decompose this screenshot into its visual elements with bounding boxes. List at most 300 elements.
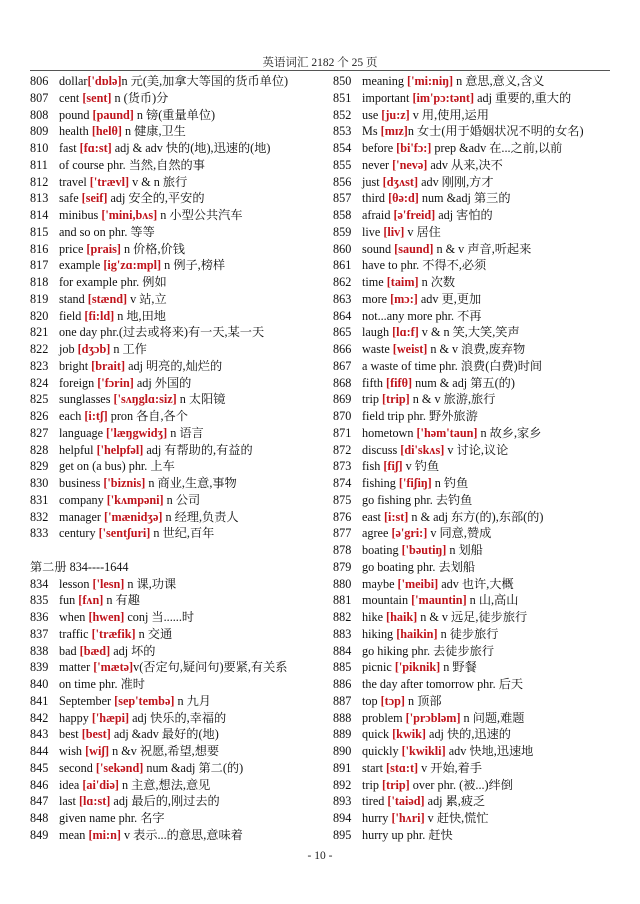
vocab-entry	[30, 810, 330, 827]
entry-definition: v 开始,着手	[418, 760, 483, 775]
entry-phonetic: ['trævl]	[89, 174, 130, 189]
entry-definition: v 钓鱼	[402, 459, 440, 474]
entry-word: on time	[59, 677, 96, 691]
entry-definition: n 有趣	[103, 593, 140, 608]
entry-definition: n 课,功课	[124, 576, 177, 591]
entry-definition: num & adj 第五(的)	[412, 375, 515, 390]
entry-number: 818	[30, 275, 49, 289]
entry-number: 829	[30, 459, 49, 474]
entry-word: and so on	[59, 224, 106, 239]
entry-phonetic: ['sekənd]	[95, 760, 144, 775]
entry-word: business	[59, 476, 104, 490]
entry-number: 865	[333, 325, 352, 340]
entry-phonetic: [di'skʌs]	[400, 442, 445, 457]
vocab-entry	[333, 592, 633, 609]
entry-phonetic: [hwen]	[88, 610, 125, 624]
blank-line	[30, 542, 330, 559]
entry-phonetic: [fi:ld]	[84, 308, 115, 323]
entry-word: stand	[59, 291, 88, 306]
entry-number: 888	[333, 710, 352, 725]
entry-number: 831	[30, 492, 49, 507]
entry-definition: adj & adv 快的(地),迅速的(地)	[111, 141, 271, 155]
entry-phonetic: ['piknik]	[394, 660, 441, 675]
entry-phonetic: ['sentʃuri]	[98, 526, 151, 541]
vocab-entry	[30, 609, 330, 626]
entry-definition: phr. 例如	[117, 275, 167, 289]
entry-definition: v 用,使用,运用	[409, 107, 489, 122]
entry-word: pound	[59, 107, 93, 122]
entry-number: 870	[333, 409, 352, 423]
vocab-entry	[333, 492, 633, 509]
entry-word: hiking	[362, 626, 397, 641]
entry-phonetic: [saund]	[394, 241, 434, 256]
entry-definition: adj 明亮的,灿烂的	[125, 358, 223, 373]
entry-word: use	[362, 107, 382, 122]
entry-number: 837	[30, 626, 49, 641]
entry-word: mean	[59, 827, 89, 842]
vocab-entry	[333, 157, 633, 174]
vocab-entry	[30, 324, 330, 341]
entry-word: picnic	[362, 660, 395, 675]
entry-word: of course	[59, 157, 105, 172]
entry-phonetic: [mi:n]	[88, 827, 121, 842]
entry-phonetic: [haik]	[386, 610, 418, 624]
entry-phonetic: ['sʌŋglɑ:siz]	[113, 392, 177, 407]
entry-definition: n 主意,想法,意见	[118, 777, 211, 792]
entry-phonetic: ['hʌri]	[391, 811, 425, 825]
entry-word: problem	[362, 710, 406, 725]
entry-word: mountain	[362, 593, 412, 608]
vocab-entry	[333, 174, 633, 191]
vocab-entry	[333, 542, 633, 559]
entry-definition: n 世纪,百年	[150, 526, 215, 541]
entry-word: minibus	[59, 208, 102, 222]
entry-phonetic: ['həm'taun]	[416, 425, 478, 440]
entry-number: 857	[333, 191, 352, 206]
entry-word: hike	[362, 610, 387, 624]
entry-definition: v(否定句,疑问句)要紧,有关系	[133, 660, 288, 675]
entry-word: discuss	[362, 442, 401, 457]
entry-definition: adj 快乐的,幸福的	[129, 710, 227, 725]
entry-phonetic: [weist]	[392, 342, 428, 356]
entry-definition: phr. 赶快	[403, 827, 453, 842]
vocab-entry	[30, 341, 330, 358]
entry-phonetic: [sent]	[82, 90, 112, 105]
entry-number: 822	[30, 342, 49, 356]
vocab-entry	[30, 442, 330, 459]
entry-definition: n 公司	[163, 492, 201, 507]
entry-word: one day phr.(过去或将来)有一天,某一天	[59, 325, 265, 340]
vocab-entry	[333, 291, 633, 308]
entry-definition: adj 害怕的	[435, 208, 493, 222]
entry-phonetic: [trip]	[381, 777, 410, 792]
entry-definition: adv 也许,大概	[438, 576, 514, 591]
entry-number: 892	[333, 777, 352, 792]
vocab-entry	[30, 643, 330, 660]
vocab-entry	[333, 341, 633, 358]
entry-phonetic: [haikin]	[396, 626, 438, 641]
entry-definition: adj &adv 最好的(地)	[110, 727, 219, 742]
entry-word: agree	[362, 526, 392, 541]
entry-phonetic: [bi'fɔ:]	[396, 141, 432, 155]
entry-definition: phr. 不得不,必须	[397, 258, 487, 273]
vocab-entry	[333, 777, 633, 794]
entry-phonetic: [helθ]	[91, 124, 122, 139]
entry-word: trip	[362, 392, 382, 407]
entry-number: 877	[333, 526, 352, 541]
vocab-entry	[333, 559, 633, 576]
entry-number: 866	[333, 342, 352, 356]
entry-word: foreign	[59, 375, 98, 390]
entry-number: 824	[30, 375, 49, 390]
entry-phonetic: [fʌn]	[78, 593, 104, 608]
entry-word: live	[362, 224, 384, 239]
vocab-entry	[30, 475, 330, 492]
entry-phonetic: ['kʌmpəni]	[106, 492, 164, 507]
entry-number: 839	[30, 660, 49, 675]
entry-phonetic: ['mauntin]	[411, 593, 467, 608]
entry-number: 895	[333, 827, 352, 842]
entry-phonetic: ['mænidʒə]	[104, 509, 163, 524]
entry-definition: n 问题,难题	[460, 710, 525, 725]
entry-word: go boating	[362, 559, 414, 574]
entry-definition: adj 安全的,平安的	[107, 191, 205, 206]
entry-number: 826	[30, 409, 49, 423]
entry-definition: phr. 名字	[115, 811, 165, 825]
entry-definition: n 经理,负责人	[162, 509, 239, 524]
vocab-entry	[30, 107, 330, 124]
entry-definition: phr. 准时	[95, 677, 145, 691]
entry-number: 807	[30, 90, 49, 105]
entry-word: start	[362, 760, 387, 775]
entry-word: matter	[59, 660, 94, 675]
entry-number: 874	[333, 476, 352, 490]
entry-number: 845	[30, 760, 49, 775]
entry-number: 849	[30, 827, 49, 842]
entry-number: 851	[333, 90, 352, 105]
entry-number: 833	[30, 526, 49, 541]
vocab-entry	[30, 492, 330, 509]
entry-definition: phr. 去划船	[413, 559, 476, 574]
entry-definition: n 徒步旅行	[437, 626, 499, 641]
entry-definition: phr. 等等	[105, 224, 155, 239]
entry-definition: n 镑(重量单位)	[133, 107, 216, 122]
entry-word: September	[59, 693, 115, 708]
entry-phonetic: ['mætə]	[93, 660, 134, 675]
entry-word: waste	[362, 342, 393, 356]
entry-word: afraid	[362, 208, 394, 222]
entry-word: field trip	[362, 409, 405, 423]
entry-phonetic: ['biznis]	[103, 476, 146, 490]
entry-phonetic: [stɑ:t]	[386, 760, 419, 775]
page-number: - 10 -	[307, 850, 333, 862]
entry-definition: prep &adv 在...之前,以前	[431, 141, 563, 155]
entry-word: language	[59, 425, 107, 440]
vocab-entry	[30, 760, 330, 777]
entry-word: quick	[362, 727, 393, 742]
entry-number: 846	[30, 777, 49, 792]
entry-word: when	[59, 610, 89, 624]
vocab-entry	[30, 408, 330, 425]
entry-number: 835	[30, 593, 49, 608]
vocab-entry	[30, 308, 330, 325]
entry-phonetic: ['taiəd]	[387, 794, 425, 809]
entry-number: 809	[30, 124, 49, 139]
entry-definition: phr. 去徒步旅行	[408, 643, 495, 658]
entry-definition: n 山,高山	[466, 593, 519, 608]
entry-phonetic: ['træfik]	[91, 626, 136, 641]
entry-word: manager	[59, 509, 105, 524]
entry-word: cent	[59, 90, 83, 105]
vocab-entry	[333, 475, 633, 492]
entry-word: laugh	[362, 325, 393, 340]
vocab-entry	[30, 123, 330, 140]
entry-word: each	[59, 409, 85, 423]
entry-definition: n & v 声音,听起来	[433, 241, 532, 256]
vocab-entry	[333, 626, 633, 643]
vocab-entry	[333, 308, 633, 325]
entry-word: third	[362, 191, 389, 206]
vocab-entry	[30, 592, 330, 609]
entry-number: 863	[333, 291, 352, 306]
vocab-entry	[333, 509, 633, 526]
entry-word: job	[59, 342, 78, 356]
entry-definition: n 语言	[167, 425, 204, 440]
entry-number: 869	[333, 392, 352, 407]
entry-definition: v & n 旅行	[129, 174, 188, 189]
entry-word: before	[362, 141, 397, 155]
entry-word: hometown	[362, 425, 417, 440]
entry-number: 894	[333, 811, 352, 825]
entry-definition: n 顶部	[405, 693, 442, 708]
entry-number: 880	[333, 576, 352, 591]
entry-word: meaning	[362, 74, 408, 88]
vocab-entry	[333, 793, 633, 810]
entry-definition: phr. 后天	[474, 677, 524, 691]
vocab-entry	[30, 793, 330, 810]
entry-number: 854	[333, 141, 352, 155]
entry-word: fun	[59, 593, 79, 608]
vocab-entry	[333, 207, 633, 224]
entry-definition: n 例子,榜样	[161, 258, 226, 273]
entry-phonetic: [trip]	[381, 392, 410, 407]
entry-definition: adj 外国的	[133, 375, 192, 390]
vocab-entry	[30, 375, 330, 392]
entry-number: 832	[30, 509, 49, 524]
left-column	[30, 73, 330, 844]
entry-definition: num &adj 第三的	[418, 191, 511, 206]
vocab-entry	[30, 509, 330, 526]
entry-word: quickly	[362, 744, 402, 758]
entry-phonetic: [seif]	[81, 191, 108, 206]
entry-number: 850	[333, 74, 352, 88]
entry-word: fifth	[362, 375, 387, 390]
entry-phonetic: ['mini,bʌs]	[101, 208, 158, 222]
entry-word: time	[362, 275, 387, 289]
entry-number: 823	[30, 358, 49, 373]
entry-phonetic: [bæd]	[79, 643, 111, 658]
entry-phonetic: ['dɒlə]	[87, 74, 122, 88]
vocab-entry	[30, 676, 330, 693]
entry-number: 841	[30, 693, 49, 708]
entry-number: 876	[333, 509, 352, 524]
entry-phonetic: [ju:z]	[381, 107, 410, 122]
entry-phonetic: ['bəutiŋ]	[401, 543, 447, 557]
entry-word: boating	[362, 543, 402, 557]
entry-word: fast	[59, 141, 80, 155]
vocab-entry	[30, 190, 330, 207]
entry-number: 859	[333, 224, 352, 239]
entry-number: 867	[333, 358, 352, 373]
entry-definition: n 意思,意义,含义	[453, 74, 545, 88]
entry-phonetic: [ai'diə]	[82, 777, 119, 792]
entry-phonetic: [stænd]	[87, 291, 128, 306]
entry-definition: adj 重要的,重大的	[474, 90, 572, 105]
entry-number: 817	[30, 258, 49, 273]
entry-number: 820	[30, 308, 49, 323]
entry-definition: n 工作	[110, 342, 147, 356]
vocab-entry	[30, 90, 330, 107]
entry-number: 816	[30, 241, 49, 256]
entry-definition: n 小型公共汽车	[157, 208, 243, 222]
vocab-entry	[333, 710, 633, 727]
entry-phonetic: [ə'freid]	[393, 208, 436, 222]
entry-phonetic: [i:tʃ]	[84, 409, 108, 423]
page-header: 英语词汇 2182 个 25 页	[262, 57, 378, 69]
entry-definition: phr. 去钓鱼	[411, 492, 473, 507]
entry-definition: n & v 旅游,旅行	[409, 392, 496, 407]
entry-word: lesson	[59, 576, 93, 591]
entry-word: go fishing	[362, 492, 412, 507]
entry-definition: phr. 野外旅游	[404, 409, 478, 423]
entry-number: 886	[333, 677, 352, 691]
entry-number: 840	[30, 677, 49, 691]
entry-definition: num &adj 第二(的)	[143, 760, 244, 775]
entry-number: 882	[333, 610, 352, 624]
entry-word: fish	[362, 459, 384, 474]
vocab-entry	[333, 693, 633, 710]
entry-number: 812	[30, 174, 49, 189]
entry-number: 881	[333, 593, 352, 608]
entry-word: health	[59, 124, 92, 139]
vocab-entry	[333, 760, 633, 777]
vocab-entry	[30, 224, 330, 241]
entry-definition: v 站,立	[127, 291, 167, 306]
entry-phonetic: [lɑ:st]	[78, 794, 111, 809]
entry-phonetic: [θə:d]	[388, 191, 419, 206]
entry-number: 808	[30, 107, 49, 122]
entry-phonetic: [fɑ:st]	[79, 141, 112, 155]
entry-number: 864	[333, 308, 352, 323]
entry-definition: n 九月	[174, 693, 211, 708]
entry-word: important	[362, 90, 413, 105]
entry-phonetic: [i:st]	[384, 509, 409, 524]
entry-word: century	[59, 526, 99, 541]
vocab-entry	[333, 324, 633, 341]
vocab-entry	[333, 643, 633, 660]
entry-word: sunglasses	[59, 392, 114, 407]
vocab-entry	[30, 743, 330, 760]
entry-phonetic: [kwik]	[392, 727, 426, 742]
entry-phonetic: ['læŋgwidʒ]	[106, 425, 168, 440]
entry-number: 884	[333, 643, 352, 658]
entry-phonetic: ['prɔbləm]	[405, 710, 461, 725]
vocab-entry	[30, 626, 330, 643]
vocab-entry	[333, 375, 633, 392]
entry-phonetic: [mɔ:]	[390, 291, 418, 306]
entry-number: 879	[333, 559, 352, 574]
vocab-entry	[30, 425, 330, 442]
entry-word: more	[362, 291, 391, 306]
entry-number: 853	[333, 124, 352, 139]
entry-word: idea	[59, 777, 83, 792]
vocab-entry	[30, 174, 330, 191]
entry-word: hurry up	[362, 827, 404, 842]
entry-phonetic: ['nevə]	[392, 157, 428, 172]
vocab-entry	[30, 525, 330, 542]
entry-word: for example	[59, 275, 118, 289]
entry-phonetic: [dʒʌst]	[382, 174, 419, 189]
entry-definition: v 居住	[404, 224, 441, 239]
entry-definition: conj 当......时	[124, 610, 195, 624]
entry-number: 814	[30, 208, 49, 222]
entry-definition: n &v 祝愿,希望,想要	[109, 744, 220, 758]
entry-number: 847	[30, 794, 49, 809]
vocab-entry	[333, 525, 633, 542]
entry-definition: adj 坏的	[110, 643, 156, 658]
entry-definition: phr. 不再	[432, 308, 482, 323]
entry-word: sound	[362, 241, 395, 256]
vocab-entry	[333, 190, 633, 207]
entry-number: 891	[333, 760, 352, 775]
entry-definition: n 女士(用于婚姻状况不明的女名)	[407, 124, 584, 139]
entry-definition: n 交通	[135, 626, 173, 641]
entry-definition: phr. 当然,自然的事	[104, 157, 205, 172]
entry-word: safe	[59, 191, 82, 206]
entry-definition: n 健康,卫生	[121, 124, 186, 139]
entry-number: 885	[333, 660, 352, 675]
entry-word: hurry	[362, 811, 392, 825]
entry-number: 878	[333, 543, 352, 557]
entry-definition: phr. 浪费(白费)时间	[436, 358, 543, 373]
entry-phonetic: [ə'gri:]	[391, 526, 428, 541]
entry-word: bad	[59, 643, 80, 658]
entry-definition: adj 最后的,刚过去的	[110, 794, 220, 809]
entry-definition: adv 更,更加	[417, 291, 482, 306]
entry-definition: adj 累,疲乏	[424, 794, 486, 809]
vocab-entry	[333, 107, 633, 124]
vocab-entry	[30, 693, 330, 710]
entry-definition: n 商业,生意,事物	[145, 476, 237, 490]
vocab-entry	[333, 140, 633, 157]
entry-number: 834	[30, 576, 49, 591]
entry-phonetic: [fiʃ]	[383, 459, 403, 474]
entry-definition: n 地,田地	[114, 308, 166, 323]
entry-number: 830	[30, 476, 49, 490]
entry-number: 883	[333, 626, 352, 641]
entry-phonetic: [prais]	[86, 241, 121, 256]
entry-word: tired	[362, 794, 388, 809]
vocab-entry	[333, 123, 633, 140]
entry-phonetic: [paund]	[92, 107, 134, 122]
entry-phonetic: [brait]	[91, 358, 126, 373]
vocab-entry	[30, 73, 330, 90]
entry-definition: n 元(美,加拿大等国的货币单位)	[121, 74, 289, 88]
entry-phonetic: [fifθ]	[386, 375, 413, 390]
entry-word: best	[59, 727, 82, 742]
vocab-entry	[333, 358, 633, 375]
entry-definition: n 故乡,家乡	[477, 425, 542, 440]
